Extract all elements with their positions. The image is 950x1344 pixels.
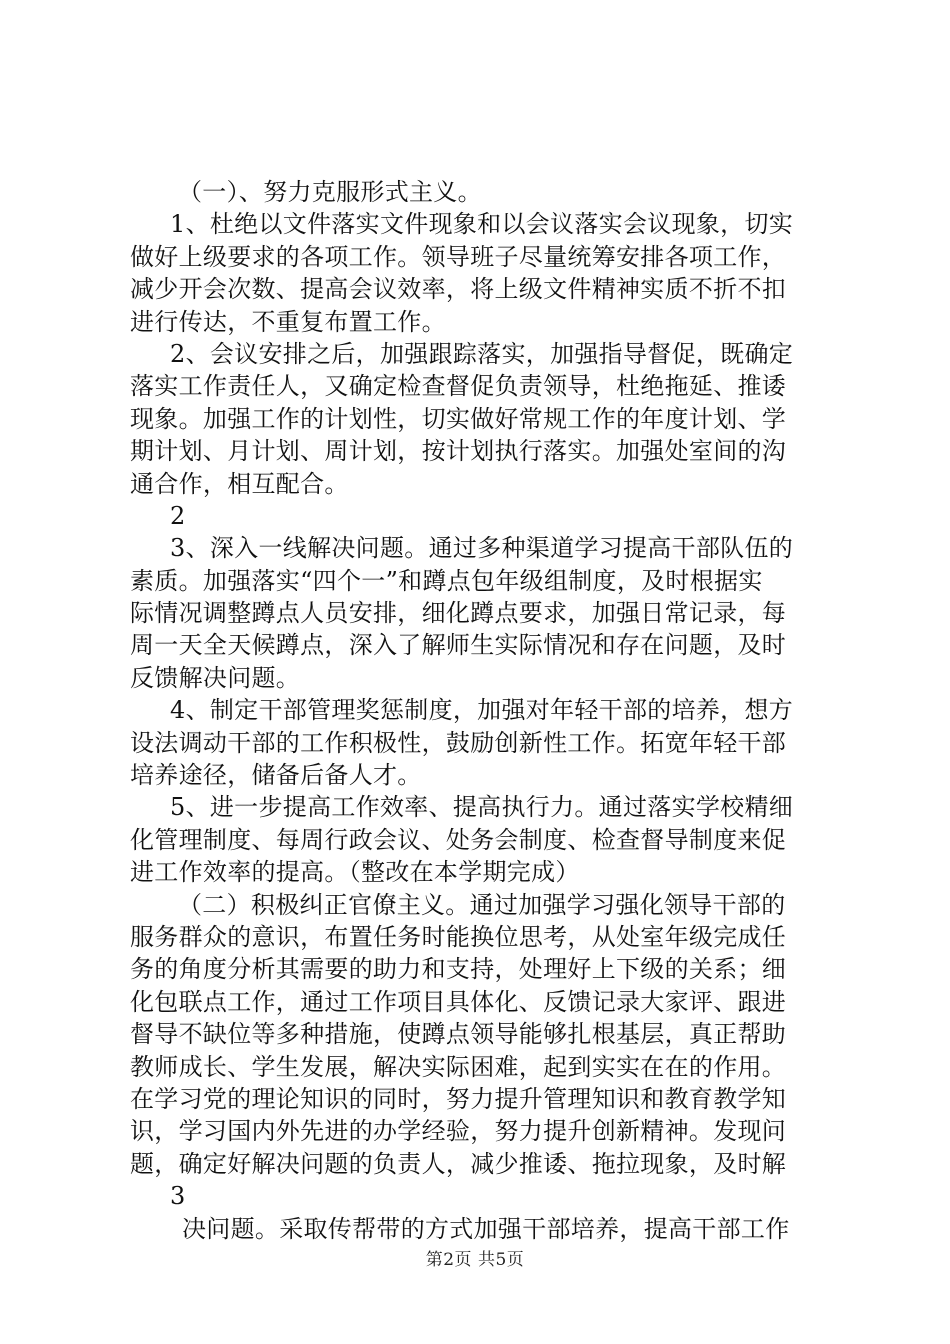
paragraph-line: 4、制定干部管理奖惩制度，加强对年轻干部的培养，想方 bbox=[170, 696, 794, 725]
paragraph-line: 决问题。采取传帮带的方式加强干部培养，提高干部工作 bbox=[182, 1214, 790, 1243]
paragraph-line: 减少开会次数、提高会议效率，将上级文件精神实质不折不扣 bbox=[130, 275, 787, 304]
page-footer: 第2页 共5页 bbox=[425, 1250, 525, 1270]
paragraph-line: 反馈解决问题。 bbox=[130, 663, 301, 692]
document-body bbox=[130, 176, 830, 1245]
paragraph-line: 素质。加强落实“四个一”和蹲点包年级组制度，及时根据实 bbox=[130, 566, 763, 595]
section-heading-2: （二）积极纠正官僚主义。通过加强学习强化领导干部的 bbox=[178, 890, 786, 919]
paragraph-line: 设法调动干部的工作积极性，鼓励创新性工作。拓宽年轻干部 bbox=[130, 728, 787, 757]
paragraph-line: 服务群众的意识，布置任务时能换位思考，从处室年级完成任 bbox=[130, 922, 787, 951]
paragraph-line: 进工作效率的提高。（整改在本学期完成） bbox=[130, 858, 580, 887]
paragraph-line: 现象。加强工作的计划性，切实做好常规工作的年度计划、学 bbox=[130, 404, 787, 433]
paragraph-line: 化管理制度、每周行政会议、处务会制度、检查督导制度来促 bbox=[130, 825, 787, 854]
paragraph-line: 落实工作责任人，又确定检查督促负责领导，杜绝拖延、推诿 bbox=[130, 372, 787, 401]
paragraph-line: 际情况调整蹲点人员安排，细化蹲点要求，加强日常记录，每 bbox=[130, 599, 787, 628]
paragraph-line: 识，学习国内外先进的办学经验，努力提升创新精神。发现问 bbox=[130, 1117, 787, 1146]
paragraph-line: 题，确定好解决问题的负责人，减少推诿、拖拉现象，及时解 bbox=[130, 1149, 787, 1178]
inline-page-number: 3 bbox=[170, 1182, 186, 1211]
paragraph-line: 3、深入一线解决问题。通过多种渠道学习提高干部队伍的 bbox=[170, 534, 794, 563]
paragraph-line: 培养途径，储备后备人才。 bbox=[130, 761, 422, 790]
paragraph-line: 化包联点工作，通过工作项目具体化、反馈记录大家评、跟进 bbox=[130, 987, 787, 1016]
paragraph-line: 通合作，相互配合。 bbox=[130, 469, 349, 498]
paragraph-line: 进行传达，不重复布置工作。 bbox=[130, 307, 446, 336]
paragraph-line: 期计划、月计划、周计划，按计划执行落实。加强处室间的沟 bbox=[130, 437, 787, 466]
section-heading-1: （一）、努力克服形式主义。 bbox=[178, 178, 482, 206]
paragraph-line: 2、会议安排之后，加强跟踪落实，加强指导督促，既确定 bbox=[170, 339, 794, 368]
paragraph-line: 在学习党的理论知识的同时，努力提升管理知识和教育教学知 bbox=[130, 1084, 787, 1113]
paragraph-line: 1、杜绝以文件落实文件现象和以会议落实会议现象，切实 bbox=[170, 210, 794, 239]
paragraph-line: 教师成长、学生发展，解决实际困难，起到实实在在的作用。 bbox=[130, 1052, 787, 1081]
paragraph-line: 做好上级要求的各项工作。领导班子尽量统筹安排各项工作， bbox=[130, 242, 787, 271]
inline-page-number: 2 bbox=[170, 501, 186, 530]
paragraph-line: 5、进一步提高工作效率、提高执行力。通过落实学校精细 bbox=[170, 793, 794, 822]
paragraph-line: 督导不缺位等多种措施，使蹲点领导能够扎根基层，真正帮助 bbox=[130, 1020, 787, 1049]
paragraph-line: 务的角度分析其需要的助力和支持，处理好上下级的关系；细 bbox=[130, 955, 787, 984]
paragraph-line: 周一天全天候蹲点，深入了解师生实际情况和存在问题，及时 bbox=[130, 631, 787, 660]
